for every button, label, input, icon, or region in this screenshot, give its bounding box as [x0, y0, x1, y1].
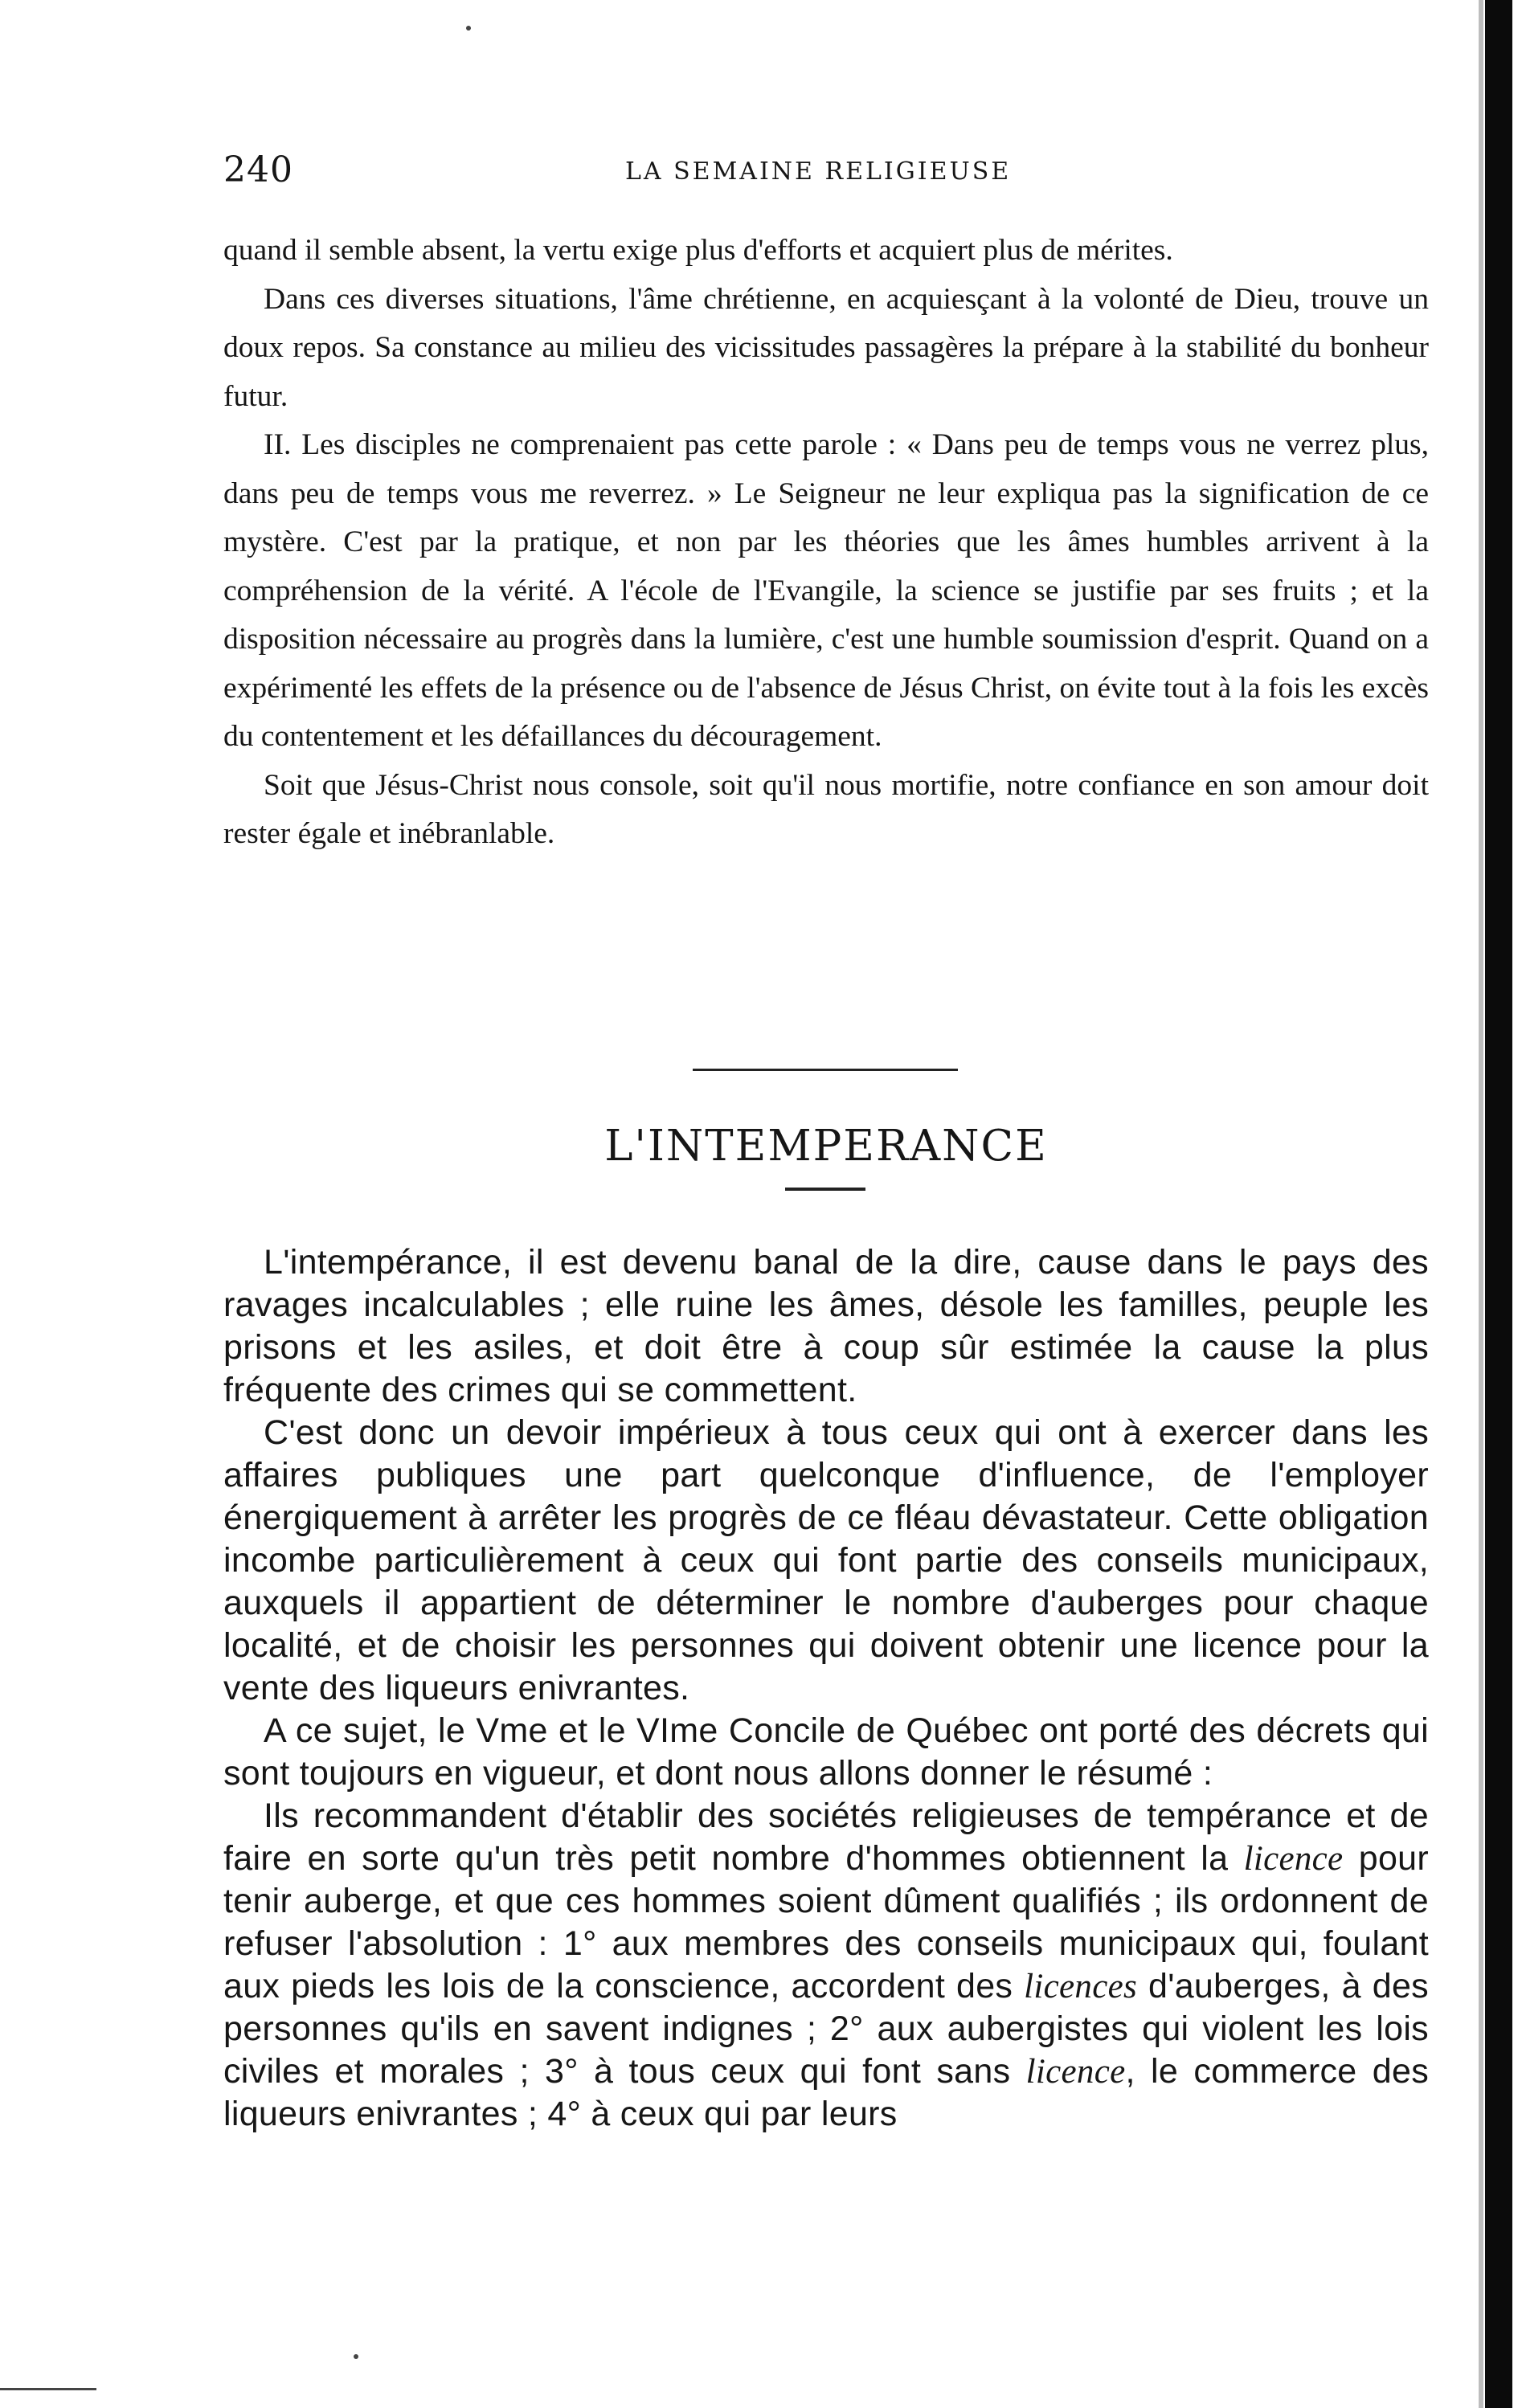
- page-edge-shadow: [1479, 0, 1483, 2408]
- scan-edge-mark: [0, 2388, 96, 2390]
- paragraph: [223, 1795, 1429, 2136]
- scan-speck: [466, 26, 471, 31]
- section-divider: [693, 1069, 958, 1071]
- paragraph: II. Les disciples ne comprenaient pas cette parole : « Dans peu de temps vous ne verrez plus, dans peu de temps vous me reverrez. » Le Seigneur ne leur expliqua pas la signification de ce mystère. C'est par la pratique, et non par les théories que les âmes humbles arrivent à la compréhension de la vérité. A l'école de l'Evangile, la science se justifie par ses fruits ; et la disposition nécessaire au progrès dans la lumière, c'est une humble soumission d'esprit. Quand on a expérimenté les effets de la présence ou de l'absence de Jésus Christ, on évite tout à la fois les excès du contentement et les défaillances du découragement.: [223, 428, 1429, 753]
- title-underline: [785, 1188, 865, 1191]
- article-body: [223, 1241, 1429, 2136]
- binding-edge: [1485, 0, 1512, 2408]
- page-number: 240: [223, 149, 293, 190]
- paragraph: Dans ces diverses situations, l'âme chrétienne, en acquiesçant à la volonté de Dieu, trouve un doux repos. Sa constance au milieu des vicissitudes passagères la prépare à la stabilité du bonheur futur.: [223, 282, 1429, 413]
- text-run: , le commerce des liqueurs enivrantes ; 4° à ceux qui par leurs: [223, 2052, 1430, 2133]
- section-title: L'INTEMPERANCE: [604, 1122, 1048, 1171]
- italic-term: licences: [1024, 1968, 1138, 2005]
- paragraph: L'intempérance, il est devenu banal de la dire, cause dans le pays des ravages incalculables ; elle ruine les âmes, désole les familles, peuple les prisons et les asiles, et doit être à coup sûr estimée la cause la plus fréquente des crimes qui se commettent.: [223, 1243, 1429, 1409]
- paragraph: A ce sujet, le Vme et le VIme Concile de Québec ont porté des décrets qui sont toujours en vigueur, et dont nous allons donner le résumé :: [223, 1711, 1429, 1793]
- italic-term: licence: [1243, 1840, 1344, 1878]
- running-head: LA SEMAINE RELIGIEUSE: [625, 157, 1012, 186]
- previous-article-body: [223, 227, 1429, 859]
- text-run: d'auberges, à des personnes qu'ils en savent indignes ; 2° aux aubergistes qui violent les lois civiles et morales ; 3° à tous ceux qui font sans: [223, 1967, 1429, 2091]
- italic-term: licence: [1025, 2053, 1126, 2091]
- paragraph: quand il semble absent, la vertu exige plus d'efforts et acquiert plus de mérites.: [223, 234, 1173, 267]
- paragraph: Soit que Jésus-Christ nous console, soit qu'il nous mortifie, notre confiance en son amour doit rester égale et inébranlable.: [223, 768, 1429, 850]
- paragraph: C'est donc un devoir impérieux à tous ceux qui ont à exercer dans les affaires publiques une part quelconque d'influence, de l'employer énergiquement à arrêter les progrès de ce fléau dévastateur. Cette obligation incombe particulièrement à ceux qui font partie des conseils municipaux, auxquels il appartient de déterminer le nombre d'auberges pour chaque localité, et de choisir les personnes qui doivent obtenir une licence pour la vente des liqueurs enivrantes.: [223, 1413, 1429, 1707]
- scan-speck: [354, 2354, 358, 2359]
- text-run: Ils recommandent d'établir des sociétés religieuses de tempérance et de faire en sorte qu'un très petit nombre d'hommes obtiennent la: [223, 1797, 1429, 1878]
- text-run: pour tenir auberge, et que ces hommes soient dûment qualifiés ; ils ordonnent de refuser l'absolution : 1° aux membres des conseils municipaux qui, foulant aux pieds les lois de la conscience, accordent des: [223, 1839, 1429, 2005]
- page-header: [223, 149, 1429, 198]
